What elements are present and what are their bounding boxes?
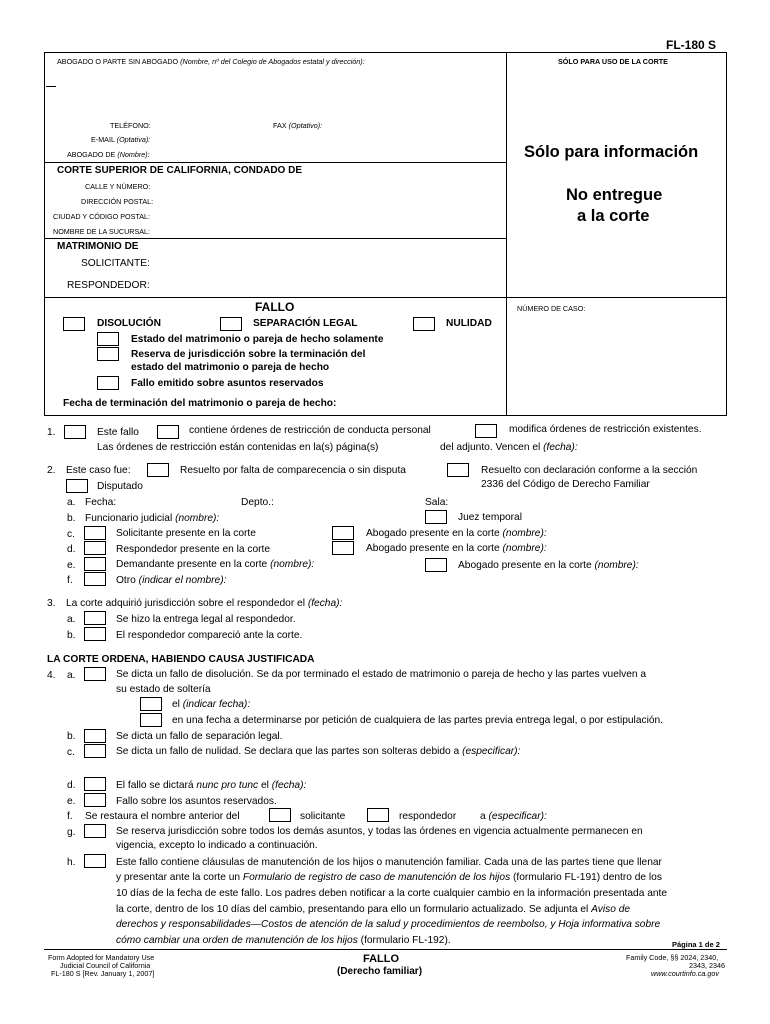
attorney-for-label: ABOGADO DE (Nombre): bbox=[67, 150, 150, 159]
dissolution-label: DISOLUCIÓN bbox=[97, 318, 161, 329]
item4-a-letter: a. bbox=[67, 670, 76, 681]
respondent-attorney-checkbox[interactable] bbox=[332, 541, 354, 555]
status-end-date-checkbox-box[interactable] bbox=[140, 697, 162, 711]
branch-label: NOMBRE DE LA SUCURSAL: bbox=[53, 227, 151, 236]
nullity-judgment-label: Se dicta un fallo de nulidad. Se declara que las partes son solteras debido a (especificar): bbox=[116, 746, 521, 757]
orders-heading: LA CORTE ORDENA, HABIENDO CAUSA JUSTIFICADA bbox=[47, 654, 315, 665]
appeared-checkbox[interactable] bbox=[84, 627, 106, 641]
temp-judge-label: Juez temporal bbox=[458, 512, 522, 523]
petitioner-attorney-checkbox[interactable] bbox=[332, 526, 354, 540]
footer-subtitle: (Derecho familiar) bbox=[337, 966, 423, 977]
adopted-line-2: Judicial Council of California bbox=[60, 961, 151, 970]
page-number: Página 1 de 2 bbox=[672, 940, 720, 949]
respondent-attorney-label: Abogado presente en la corte (nombre): bbox=[366, 543, 547, 554]
reserved-issues-label: Fallo emitido sobre asuntos reservados bbox=[131, 378, 324, 389]
footer-title: FALLO bbox=[363, 953, 400, 965]
item4-number: 4. bbox=[47, 670, 56, 681]
separation-judgment-label: Se dicta un fallo de separación legal. bbox=[116, 731, 283, 742]
reservation-checkbox[interactable] bbox=[97, 347, 119, 361]
item1-text-a: Este fallo bbox=[97, 427, 139, 438]
code-line-1: Family Code, §§ 2024, 2340, bbox=[626, 953, 719, 962]
mailing-label: DIRECCIÓN POSTAL: bbox=[81, 197, 154, 206]
info-only-notice: Sólo para información bbox=[524, 143, 699, 161]
item2-a-letter: a. bbox=[67, 497, 76, 508]
item2-c-letter: c. bbox=[67, 529, 75, 540]
item4-d-letter: d. bbox=[67, 780, 76, 791]
default-label: Resuelto por falta de comparecencia o sin disputa bbox=[180, 465, 406, 476]
reserved-judgment-label: Fallo sobre los asuntos reservados. bbox=[116, 796, 277, 807]
dissolution-judgment-line-1: Se dicta un fallo de disolución. Se da por terminado el estado de matrimonio o pareja de hecho y las partes vuelven a bbox=[116, 669, 647, 680]
legal-separation-label: SEPARACIÓN LEGAL bbox=[253, 318, 358, 329]
declaration-label-2: 2336 del Código de Derecho Familiar bbox=[481, 479, 650, 490]
item4-e-letter: e. bbox=[67, 796, 76, 807]
reserved-issues-checkbox[interactable] bbox=[97, 376, 119, 390]
item3-a-letter: a. bbox=[67, 614, 76, 625]
legal-separation-checkbox[interactable] bbox=[220, 317, 242, 331]
status-only-checkbox[interactable] bbox=[97, 332, 119, 346]
item4-c-letter: c. bbox=[67, 747, 75, 758]
dissolution-judgment-line-2: su estado de soltería bbox=[116, 684, 211, 695]
other-label: Otro (indicar el nombre): bbox=[116, 575, 227, 586]
city-label: CIUDAD Y CÓDIGO POSTAL: bbox=[53, 212, 151, 221]
appeared-label: El respondedor compareció ante la corte. bbox=[116, 630, 303, 641]
street-label: CALLE Y NÚMERO: bbox=[85, 182, 151, 191]
status-end-date-label: el (indicar fecha): bbox=[172, 699, 251, 710]
status-only-label: Estado del matrimonio o pareja de hecho solamente bbox=[131, 334, 384, 345]
header-right-border bbox=[726, 52, 727, 416]
status-end-motion-label: en una fecha a determinarse por petición de cualquiera de las partes previa entrega legal, o por estipulación. bbox=[172, 715, 664, 726]
claimant-attorney-label: Abogado presente en la corte (nombre): bbox=[458, 560, 639, 571]
item4-g-letter: g. bbox=[67, 827, 76, 838]
item1-number: 1. bbox=[47, 427, 56, 438]
nullity-checkbox[interactable] bbox=[413, 317, 435, 331]
item3-b-letter: b. bbox=[67, 630, 76, 641]
no-file-notice-1: No entregue bbox=[566, 186, 663, 204]
service-label: Se hizo la entrega legal al respondedor. bbox=[116, 614, 296, 625]
child-support-line-2: y presentar ante la corte un Formulario de registro de caso de manutención de los hijos (formulario FL-191) dentro de los bbox=[116, 872, 662, 883]
separation-judgment-checkbox[interactable] bbox=[84, 729, 106, 743]
hearing-date-label: Fecha: bbox=[85, 497, 117, 508]
parties-divider bbox=[44, 297, 727, 298]
court-title: CORTE SUPERIOR DE CALIFORNIA, CONDADO DE bbox=[57, 165, 303, 176]
header-column-divider bbox=[506, 52, 507, 416]
child-support-line-4: la corte, dentro de los 10 días del cambio, presentando para ello un formulario actualizado. Se adjunta el Aviso de bbox=[116, 904, 631, 915]
header-top-border bbox=[44, 52, 727, 53]
contested-checkbox[interactable] bbox=[66, 479, 88, 493]
child-support-line-5: derechos y responsabilidades—Costos de atención de la salud y procedimientos de reembolso, y Hoja informativa sobre bbox=[116, 919, 661, 930]
court-use-label: SÓLO PARA USO DE LA CORTE bbox=[558, 57, 668, 66]
nunc-pro-tunc-label: El fallo se dictará nunc pro tunc el (fecha): bbox=[116, 780, 307, 791]
item4-f-letter: f. bbox=[67, 811, 73, 822]
dept-label: Depto.: bbox=[241, 497, 274, 508]
status-end-motion-checkbox[interactable] bbox=[140, 713, 162, 727]
claimant-present-label: Demandante presente en la corte (nombre): bbox=[116, 559, 315, 570]
marriage-label: MATRIMONIO DE bbox=[57, 241, 139, 252]
child-support-line-6: cómo cambiar una orden de manutención de los hijos (formulario FL-192). bbox=[116, 935, 451, 946]
item1-checkbox[interactable] bbox=[64, 425, 86, 439]
jurisdiction-label: La corte adquirió jurisdicción sobre el respondedor el (fecha): bbox=[66, 598, 343, 609]
petitioner-present-label: Solicitante presente en la corte bbox=[116, 528, 256, 539]
modifies-orders-checkbox[interactable] bbox=[475, 424, 497, 438]
phone-label: TELÉFONO: bbox=[110, 121, 151, 130]
former-name-respondent-label: respondedor bbox=[399, 811, 457, 822]
footer-rule bbox=[44, 949, 727, 950]
former-name-petitioner-checkbox[interactable] bbox=[269, 808, 291, 822]
former-name-spec-label: a (especificar): bbox=[480, 811, 547, 822]
judgment-title: FALLO bbox=[255, 300, 295, 314]
jurisdiction-reserved-checkbox[interactable] bbox=[84, 824, 106, 838]
branch-divider bbox=[44, 238, 506, 239]
item2-label: Este caso fue: bbox=[66, 465, 131, 476]
email-label: E-MAIL (Optativa): bbox=[91, 135, 151, 144]
item2-e-letter: e. bbox=[67, 560, 76, 571]
no-file-notice-2: a la corte bbox=[577, 207, 650, 225]
orders-expire-label: del adjunto. Vencen el (fecha): bbox=[440, 442, 578, 453]
former-name-petitioner-label: solicitante bbox=[300, 811, 346, 822]
child-support-line-1: Este fallo contiene cláusulas de manutención de los hijos o manutención familiar. Cada una de las partes tiene que llenar bbox=[116, 857, 662, 868]
default-checkbox[interactable] bbox=[147, 463, 169, 477]
restraining-orders-checkbox[interactable] bbox=[157, 425, 179, 439]
jurisdiction-reserved-line-2: vigencia, excepto lo indicado a continuación. bbox=[116, 840, 318, 851]
adopted-line-3: FL-180 S [Rev. January 1, 2007] bbox=[51, 969, 155, 978]
court-divider bbox=[44, 162, 506, 163]
dissolution-checkbox[interactable] bbox=[63, 317, 85, 331]
form-id: FL-180 S bbox=[666, 38, 717, 52]
claimant-attorney-checkbox[interactable] bbox=[425, 558, 447, 572]
item4-h-letter: h. bbox=[67, 857, 76, 868]
nullity-judgment-checkbox[interactable] bbox=[84, 744, 106, 758]
orders-pages-label: Las órdenes de restricción están contenidas en la(s) página(s) bbox=[97, 442, 379, 453]
attorney-dash bbox=[46, 86, 56, 87]
service-checkbox[interactable] bbox=[84, 611, 106, 625]
item4-b-letter: b. bbox=[67, 731, 76, 742]
attorney-label: ABOGADO O PARTE SIN ABOGADO (Nombre, nº del Colegio de Abogados estatal y dirección): bbox=[57, 57, 365, 66]
petitioner-label: SOLICITANTE: bbox=[81, 258, 150, 269]
header-left-border bbox=[44, 52, 45, 416]
other-checkbox[interactable] bbox=[84, 572, 106, 586]
nullity-label: NULIDAD bbox=[446, 318, 492, 329]
declaration-checkbox[interactable] bbox=[447, 463, 469, 477]
jurisdiction-reserved-line-1: Se reserva jurisdicción sobre todos los demás asuntos, y todas las órdenes en vigencia actualmente permanecen en bbox=[116, 826, 643, 837]
respondent-present-label: Respondedor presente en la corte bbox=[116, 544, 271, 555]
case-number-label: NÚMERO DE CASO: bbox=[517, 304, 586, 313]
room-label: Sala: bbox=[425, 497, 449, 508]
reserved-judgment-checkbox[interactable] bbox=[84, 793, 106, 807]
child-support-checkbox[interactable] bbox=[84, 854, 106, 868]
header-bottom-border bbox=[44, 415, 727, 416]
temp-judge-checkbox[interactable] bbox=[425, 510, 447, 524]
item2-f-letter: f. bbox=[67, 575, 73, 586]
fax-label: FAX (Optativo): bbox=[273, 121, 323, 130]
court-website-link[interactable]: www.courtinfo.ca.gov bbox=[651, 969, 719, 978]
modifies-orders-label: modifica órdenes de restricción existentes. bbox=[509, 424, 702, 435]
item2-number: 2. bbox=[47, 465, 56, 476]
child-support-line-3: 10 días de la fecha de este fallo. Los padres deben notificar a la corte cualquier cambio en la información presentada ante bbox=[116, 888, 668, 899]
respondent-label: RESPONDEDOR: bbox=[67, 280, 150, 291]
reservation-label-2: estado del matrimonio o pareja de hecho bbox=[131, 362, 330, 373]
former-name-label: Se restaura el nombre anterior del bbox=[85, 811, 240, 822]
restraining-orders-label: contiene órdenes de restricción de conducta personal bbox=[189, 425, 431, 436]
item3-number: 3. bbox=[47, 598, 56, 609]
petitioner-present-checkbox[interactable] bbox=[84, 526, 106, 540]
petitioner-attorney-label: Abogado presente en la corte (nombre): bbox=[366, 528, 547, 539]
nunc-pro-tunc-checkbox[interactable] bbox=[84, 777, 106, 791]
item2-b-letter: b. bbox=[67, 513, 76, 524]
former-name-respondent-checkbox[interactable] bbox=[367, 808, 389, 822]
dissolution-judgment-checkbox[interactable] bbox=[84, 667, 106, 681]
item2-d-letter: d. bbox=[67, 544, 76, 555]
code-line-2: 2343, 2346 bbox=[689, 961, 725, 970]
claimant-present-checkbox[interactable] bbox=[84, 557, 106, 571]
termination-date-label: Fecha de terminación del matrimonio o pareja de hecho: bbox=[63, 398, 337, 409]
reservation-label-1: Reserva de jurisdicción sobre la terminación del bbox=[131, 349, 366, 360]
respondent-present-checkbox[interactable] bbox=[84, 541, 106, 555]
declaration-label-1: Resuelto con declaración conforme a la sección bbox=[481, 465, 698, 476]
adopted-line-1: Form Adopted for Mandatory Use bbox=[48, 953, 155, 962]
contested-label: Disputado bbox=[97, 481, 143, 492]
judicial-officer-label: Funcionario judicial (nombre): bbox=[85, 513, 220, 524]
